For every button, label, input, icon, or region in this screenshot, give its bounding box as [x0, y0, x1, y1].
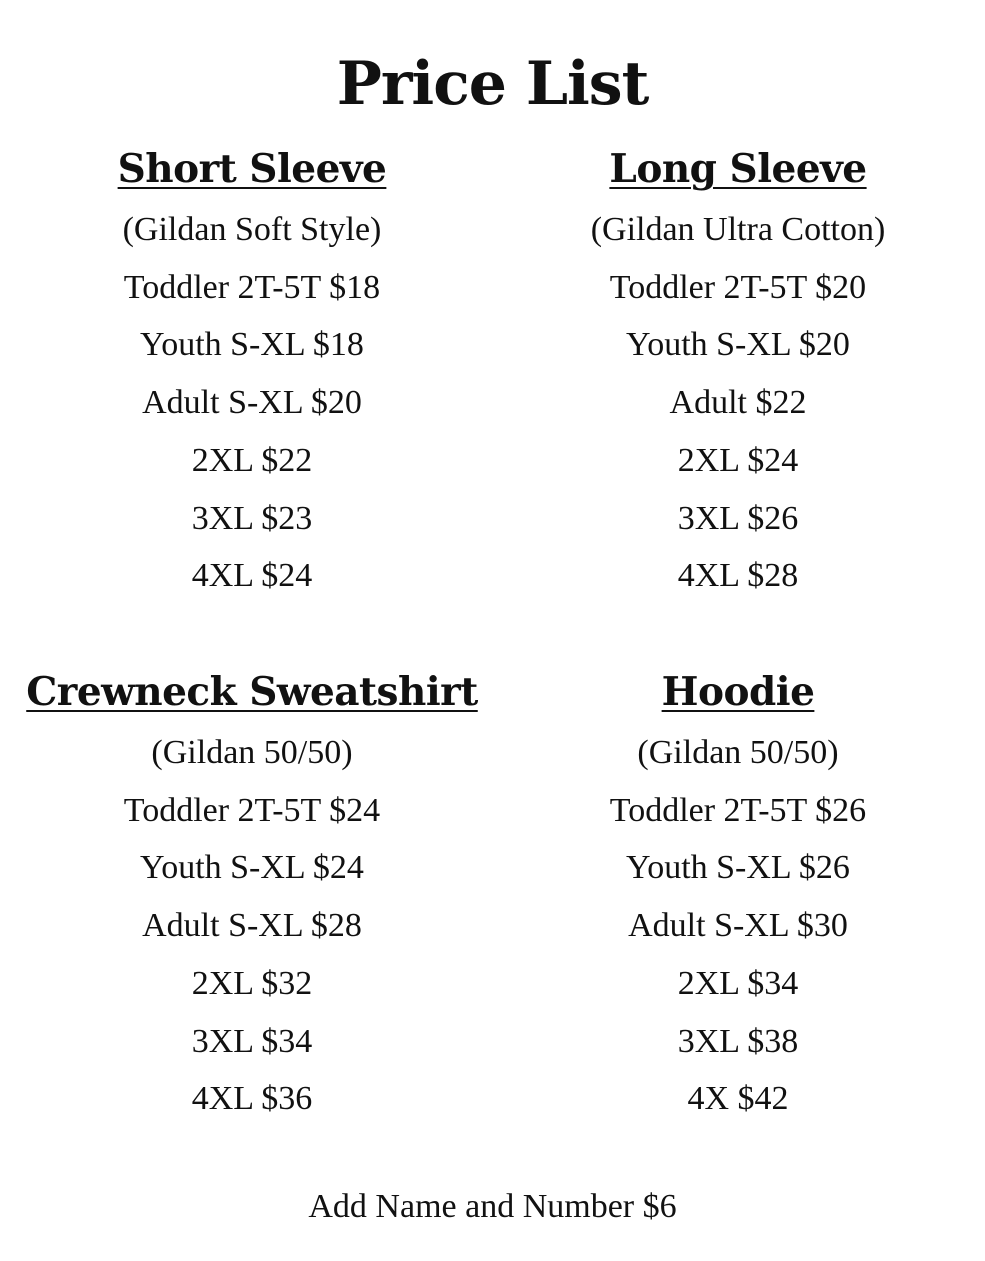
price-line: 2XL $34 [677, 964, 799, 1002]
price-line: 4XL $24 [191, 557, 313, 595]
price-line: 2XL $32 [191, 964, 313, 1002]
price-line: 2XL $22 [191, 441, 313, 479]
price-line: 3XL $34 [191, 1022, 313, 1060]
add-name-number-note: Add Name and Number $6 [308, 1188, 677, 1225]
section-short-sleeve [6, 143, 498, 605]
price-line: Adult S-XL $30 [628, 907, 848, 945]
price-line: 4XL $28 [677, 557, 799, 595]
price-line: Toddler 2T-5T $18 [123, 268, 381, 306]
price-line: Adult S-XL $28 [142, 907, 362, 945]
brand-label: (Gildan 50/50) [151, 734, 353, 771]
price-line: Toddler 2T-5T $20 [609, 268, 867, 306]
price-line: Youth S-XL $20 [626, 326, 850, 364]
price-line: Adult S-XL $20 [142, 384, 362, 422]
price-line: Youth S-XL $24 [140, 849, 364, 887]
brand-label: (Gildan 50/50) [637, 734, 839, 771]
section-heading: Long Sleeve [609, 146, 867, 192]
price-line: 2XL $24 [677, 441, 799, 479]
section-heading: Crewneck Sweatshirt [26, 669, 478, 715]
section-long-sleeve [492, 143, 984, 605]
section-heading: Hoodie [661, 669, 815, 715]
section-heading: Short Sleeve [117, 146, 387, 192]
page-title: Price List [336, 49, 649, 119]
price-line: 4XL $36 [191, 1080, 313, 1118]
price-line: Youth S-XL $18 [140, 326, 364, 364]
price-line: 3XL $38 [677, 1022, 799, 1060]
section-hoodie [492, 666, 984, 1128]
brand-label: (Gildan Ultra Cotton) [590, 211, 886, 248]
price-line: Toddler 2T-5T $24 [123, 791, 381, 829]
price-line: Toddler 2T-5T $26 [609, 791, 867, 829]
price-line: 4X $42 [687, 1080, 789, 1118]
price-line: Youth S-XL $26 [626, 849, 850, 887]
price-line: Adult $22 [669, 384, 807, 422]
brand-label: (Gildan Soft Style) [122, 211, 382, 248]
price-line: 3XL $26 [677, 499, 799, 537]
price-line: 3XL $23 [191, 499, 313, 537]
section-crewneck-sweatshirt [6, 666, 498, 1128]
